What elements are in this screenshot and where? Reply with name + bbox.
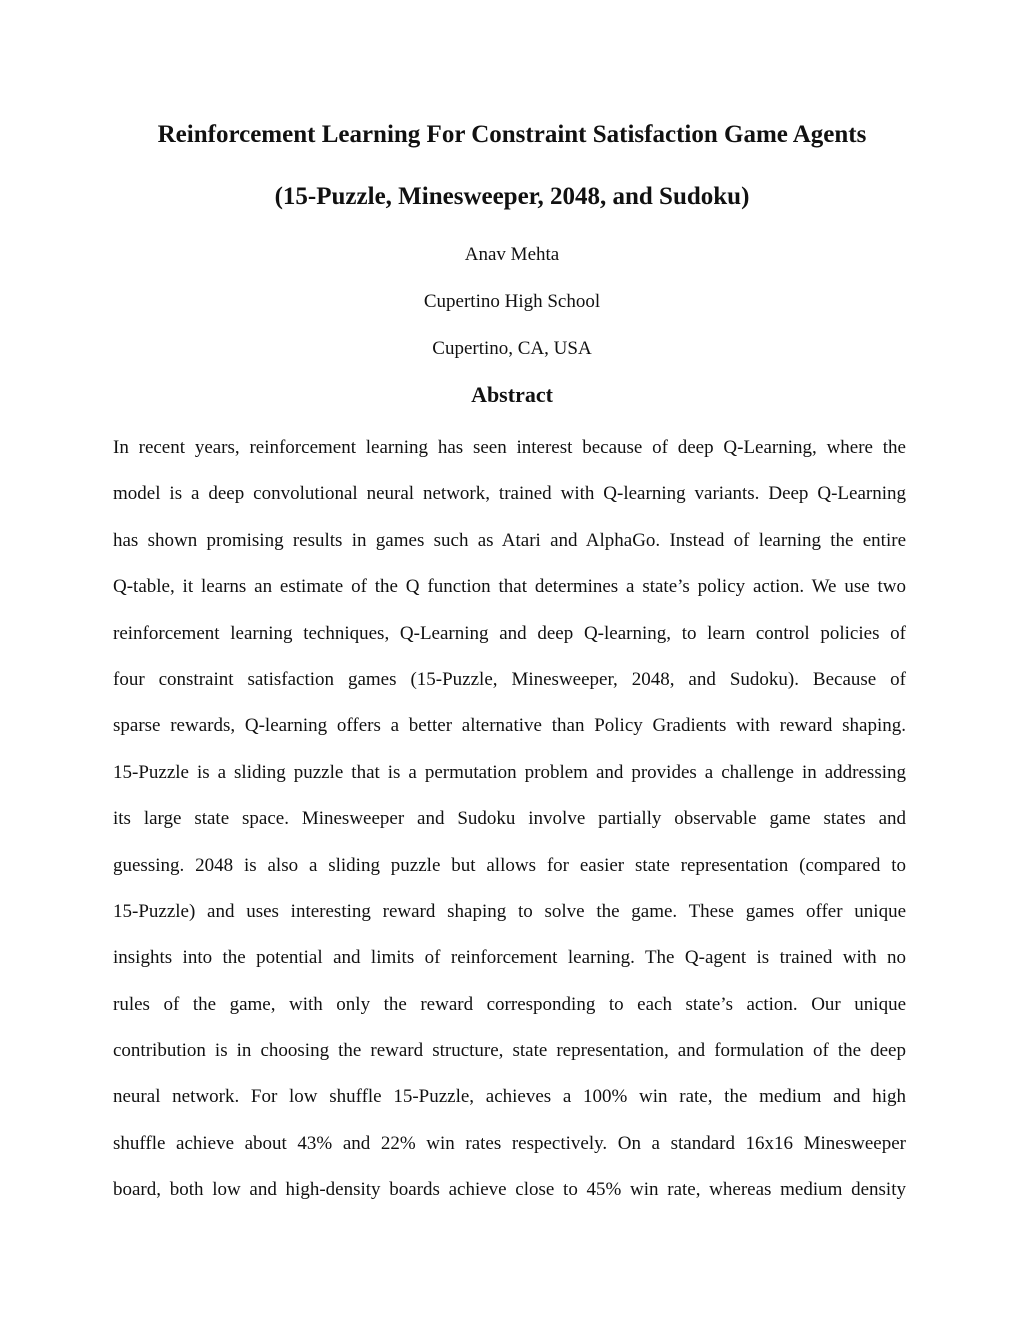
abstract-line: its large state space. Minesweeper and Sudoku involve partially observable game states and [113,808,906,830]
affiliation-school: Cupertino High School [423,291,601,312]
abstract-body [113,436,906,1225]
abstract-line: guessing. 2048 is also a sliding puzzle but allows for easier state representation (compared to [113,854,906,876]
abstract-line: model is a deep convolutional neural network, trained with Q-learning variants. Deep Q-Learning [113,483,906,505]
abstract-line: board, both low and high-density boards achieve close to 45% win rate, whereas medium density [113,1179,906,1201]
abstract-line: contribution is in choosing the reward structure, state representation, and formulation of the deep [113,1040,906,1062]
paper-title-line-1: Reinforcement Learning For Constraint Satisfaction Game Agents [157,121,867,148]
abstract-line: four constraint satisfaction games (15-Puzzle, Minesweeper, 2048, and Sudoku). Because of [113,668,906,690]
abstract-line: has shown promising results in games such as Atari and AlphaGo. Instead of learning the entire [113,529,906,551]
abstract-line: insights into the potential and limits of reinforcement learning. The Q-agent is trained with no [113,947,906,969]
abstract-line: Q-table, it learns an estimate of the Q function that determines a state’s policy action. We use two [113,576,906,598]
paper-title-line-2: (15-Puzzle, Minesweeper, 2048, and Sudoku) [274,183,750,210]
abstract-line: 15-Puzzle is a sliding puzzle that is a permutation problem and provides a challenge in addressing [113,761,906,783]
abstract-line: reinforcement learning techniques, Q-Learning and deep Q-learning, to learn control policies of [113,622,906,644]
abstract-line: rules of the game, with only the reward corresponding to each state’s action. Our unique [113,993,906,1015]
abstract-line: neural network. For low shuffle 15-Puzzle, achieves a 100% win rate, the medium and high [113,1086,906,1108]
abstract-heading: Abstract [471,382,553,407]
abstract-line: shuffle achieve about 43% and 22% win rates respectively. On a standard 16x16 Minesweeper [113,1132,906,1154]
abstract-line: In recent years, reinforcement learning has seen interest because of deep Q-Learning, where the [113,437,906,458]
affiliation-location: Cupertino, CA, USA [432,338,592,359]
abstract-line: 15-Puzzle) and uses interesting reward shaping to solve the game. These games offer unique [113,900,906,922]
abstract-line: sparse rewards, Q-learning offers a better alternative than Policy Gradients with reward shaping. [113,715,906,737]
author-name: Anav Mehta [464,244,560,265]
